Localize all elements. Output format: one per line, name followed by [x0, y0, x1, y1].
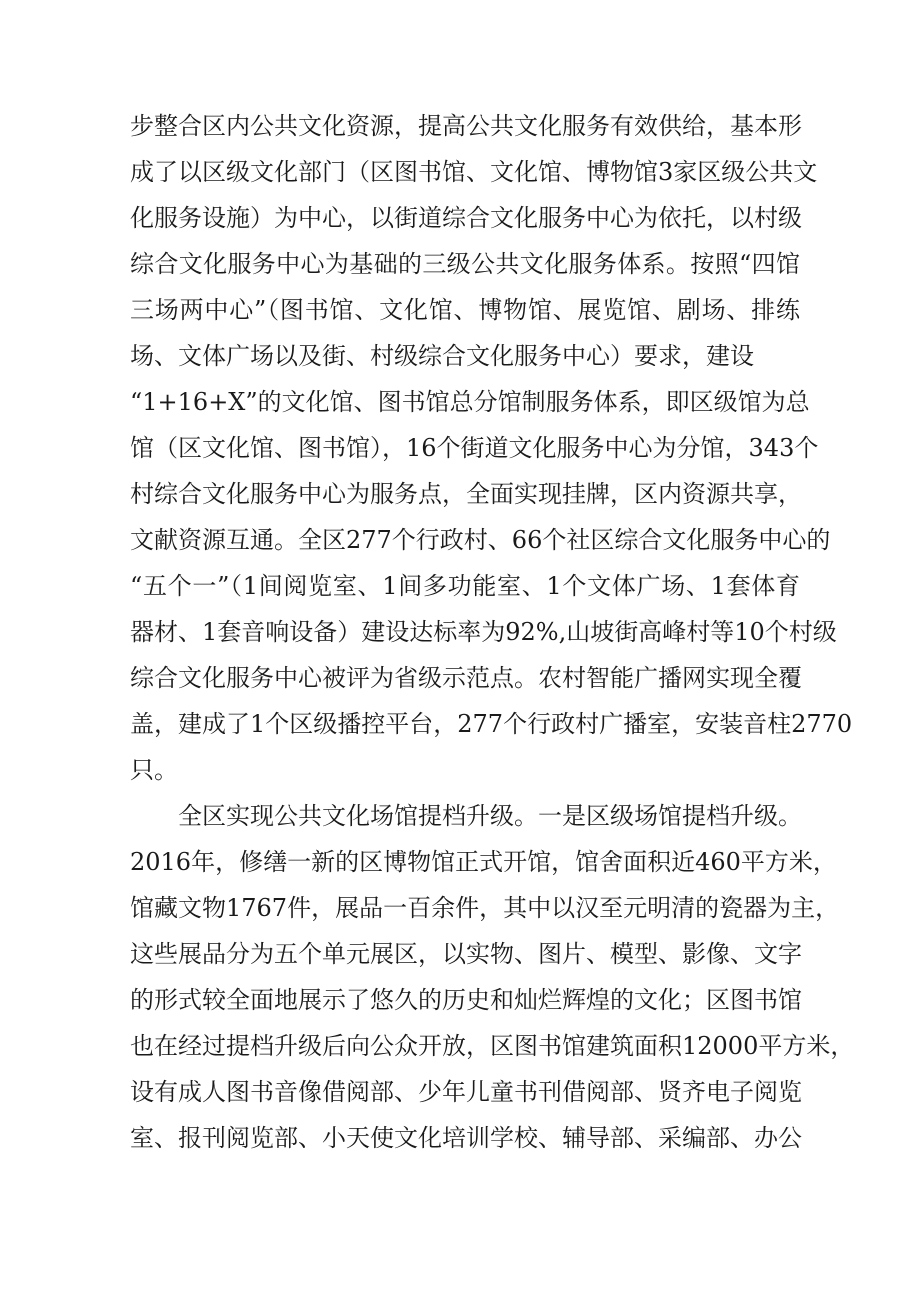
text-line: 场、文体广场以及街、村级综合文化服务中心）要求，建设 [130, 342, 754, 370]
text-line: 的形式较全面地展示了悠久的历史和灿烂辉煌的文化；区图书馆 [130, 986, 802, 1014]
text-line: 也在经过提档升级后向公众开放，区图书馆建筑面积12000平方米， [130, 1032, 855, 1060]
text-line: 设有成人图书音像借阅部、少年儿童书刊借阅部、贤齐电子阅览 [130, 1078, 802, 1106]
text-line: 综合文化服务中心被评为省级示范点。农村智能广播网实现全覆 [130, 664, 802, 692]
text-line: 三场两中心”（图书馆、文化馆、博物馆、展览馆、剧场、排练 [130, 296, 800, 324]
text-line: “五个一”（1间阅览室、1间多功能室、1个文体广场、1套体育 [130, 572, 800, 600]
text-line: 步整合区内公共文化资源，提高公共文化服务有效供给，基本形 [130, 112, 802, 140]
text-line: 村综合文化服务中心为服务点，全面实现挂牌，区内资源共享， [130, 480, 802, 508]
paragraph-1 [130, 103, 853, 793]
text-line: 盖，建成了1个区级播控平台，277个行政村广播室，安装音柱2770 [130, 710, 853, 738]
text-line: 器材、1套音响设备）建设达标率为92%,山坡街高峰村等10个村级 [130, 618, 837, 646]
text-line: 综合文化服务中心为基础的三级公共文化服务体系。按照“四馆 [130, 250, 800, 278]
body-text [130, 103, 855, 1161]
text-line: 成了以区级文化部门（区图书馆、文化馆、博物馆3家区级公共文 [130, 158, 818, 186]
text-line: 馆藏文物1767件，展品一百余件，其中以汉至元明清的瓷器为主， [130, 894, 840, 922]
text-line: 室、报刊阅览部、小天使文化培训学校、辅导部、采编部、办公 [130, 1124, 802, 1152]
text-line: 化服务设施）为中心，以街道综合文化服务中心为依托，以村级 [130, 204, 802, 232]
text-line: 这些展品分为五个单元展区，以实物、图片、模型、影像、文字 [130, 940, 802, 968]
text-line: 馆（区文化馆、图书馆），16个街道文化服务中心为分馆，343个 [130, 434, 819, 462]
text-line: 2016年，修缮一新的区博物馆正式开馆，馆舍面积近460平方米， [130, 848, 837, 876]
text-line: 文献资源互通。全区277个行政村、66个社区综合文化服务中心的 [130, 526, 831, 554]
text-line: 只。 [130, 756, 178, 784]
text-line: “1+16+X”的文化馆、图书馆总分馆制服务体系，即区级馆为总 [130, 388, 810, 416]
text-line: 全区实现公共文化场馆提档升级。一是区级场馆提档升级。 [178, 802, 802, 830]
paragraph-2 [130, 793, 855, 1161]
